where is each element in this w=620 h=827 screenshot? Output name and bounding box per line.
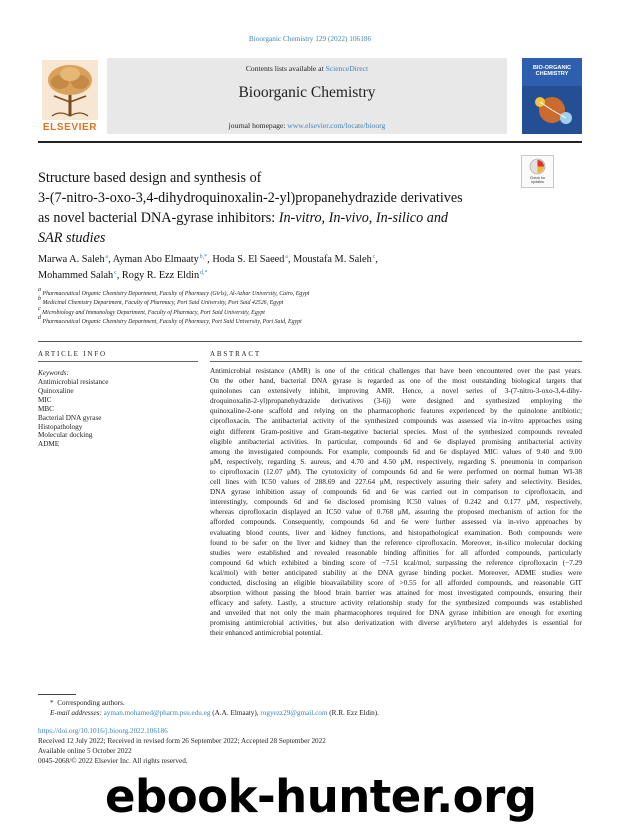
author-affiliation-mark[interactable]: a (105, 254, 109, 260)
elsevier-wordmark: ELSEVIER (42, 122, 98, 133)
affiliation-list (38, 287, 578, 328)
title-line-2: 3-(7-nitro-3-oxo-3,4-dihydroquinoxalin-2-yl)propanehydrazide derivatives (38, 190, 463, 206)
affiliation-text: Pharmaceutical Organic Chemistry Department, Faculty of Pharmacy, Port Said University, Port Said, Egypt (42, 319, 302, 326)
abstract-divider (210, 361, 582, 362)
cover-title: BIO-ORGANIC CHEMISTRY (532, 65, 572, 78)
title-line-3-text: as novel bacterial DNA-gyrase inhibitors: (38, 210, 279, 226)
keyword-item: ADME (38, 440, 60, 449)
header-divider (38, 141, 582, 143)
abstract-line: and unveiled that not only the main pharmacophores required for DNA gyrase inhibition are enough for exerting (210, 608, 582, 618)
abstract-line: absorption without passing the blood brain barrier was attained for most investigated compounds, ensuring their (210, 588, 582, 598)
abstract-line: kcal/mol) with better anticipated stability at the DNA gyrase binding pocket. Moreover, ADME studies were (210, 567, 582, 577)
author-separator: , (375, 254, 378, 265)
abstract-line: efficacy and safety. Lastly, a structure activity relationship study for the synthesized compounds was established (210, 598, 582, 608)
available-online-date: Available online 5 October 2022 (38, 747, 132, 755)
abstract-body (210, 366, 582, 639)
footnote-divider (38, 694, 76, 695)
affiliation-item (38, 287, 578, 299)
contents-prefix: Contents lists available at (245, 64, 326, 73)
abstract-line: On the other hand, bacterial DNA gyrase is regarded as one of the most outstanding biological targets that (210, 376, 582, 386)
abstract-line: among the investigated compounds. For example, compounds 6d and 6e displayed MIC values of 9.40 and 9.00 (210, 446, 582, 456)
email-link-2[interactable]: rogyezz29@gmail.com (260, 709, 328, 717)
keyword-list (38, 378, 108, 449)
abstract-line: evaluating blood counts, liver and kidney functions, and histopathological examination. Both compounds were (210, 527, 582, 537)
article-title (38, 168, 508, 248)
copyright-line: 0045-2068/© 2022 Elsevier Inc. All rights reserved. (38, 757, 188, 765)
title-line-4 (38, 228, 508, 248)
author-name[interactable]: Mohammed Salah (38, 270, 114, 281)
keyword-item: Antimicrobial resistance (38, 378, 109, 386)
keywords-label: Keywords: (38, 369, 69, 377)
email-owner-2: (R.R. Ezz Eldin). (327, 709, 379, 717)
author-affiliation-mark[interactable]: a (285, 254, 288, 260)
affiliation-mark: d (38, 315, 41, 322)
author-separator: , (116, 270, 122, 281)
affiliation-divider (38, 341, 582, 342)
author-name[interactable]: Hoda S. El Saeed (212, 254, 285, 265)
email-owner-1: (A.A. Elmaaty), (210, 709, 261, 717)
affiliation-text: Pharmaceutical Organic Chemistry Department, Faculty of Pharmacy (Girls), Al-Azhar University, Cairo, Egypt (42, 291, 310, 297)
corresponding-text: Corresponding authors. (57, 699, 125, 707)
affiliation-item (38, 315, 578, 327)
keyword-item: Bacterial DNA gyrase (38, 413, 102, 422)
keyword-item: Molecular docking (38, 431, 93, 440)
author-name[interactable]: Rogy R. Ezz Eldin (121, 270, 200, 281)
abstract-line: afforded compounds. Consequently, compounds 6d and 6e were further assessed via in-vivo approaches by (210, 517, 582, 527)
author-separator: , (287, 254, 294, 265)
affiliation-text: Medicinal Chemistry Department, Faculty of Pharmacy, Port Said University, Port Said 42526, Egypt (42, 300, 284, 307)
abstract-line: to ciprofloxacin (12.07 μM). The cytotoxicity of compounds 6d and 6e were performed on normal human WI-38 (210, 466, 582, 476)
asterisk-mark: * (50, 699, 54, 707)
check-updates-label: Check for updates (529, 176, 546, 185)
affiliation-mark: c (38, 305, 41, 312)
affiliation-item (38, 296, 578, 308)
author-list (38, 252, 508, 284)
sciencedirect-link[interactable]: ScienceDirect (325, 64, 369, 73)
title-line-1: Structure based design and synthesis of (38, 170, 262, 186)
abstract-line: Antimicrobial resistance (AMR) is one of the critical challenges that have been encountered over the past years. (210, 366, 582, 375)
keyword-item: Histopathology (38, 422, 83, 431)
corresponding-footnote (50, 699, 125, 707)
received-dates: Received 12 July 2022; Received in revised form 26 September 2022; Accepted 28 September 2022 (38, 737, 326, 745)
author-name[interactable]: Marwa A. Saleh (38, 254, 105, 265)
abstract-line: quinolones can extensively inhibit, improving AMR. Hence, a novel series of 3-(7-nitro-3-oxo-3,4-dihy- (210, 386, 582, 396)
email-label: E-mail addresses: (50, 709, 104, 717)
abstract-line: compound 6d which exhibited a binding score of −7.51 kcal/mol, surpassing the reference ciprofloxacin (−7.29 (210, 557, 582, 567)
keyword-item: Quinoxaline (38, 386, 74, 395)
abstract-line: eight different Gram-positive and Gram-negative bacterial species. Most of the synthesized compounds revealed (210, 426, 582, 436)
author-affiliation-mark[interactable]: d,* (200, 270, 208, 276)
abstract-line: eligible antibacterial activities. In particular, compounds 6d and 6e displayed promising antibacterial activity (210, 436, 582, 446)
abstract-line: cell lines with IC50 values of 288.69 and 227.64 μM, respectively assuring their safety and selectivity. Besides, (210, 477, 582, 487)
article-info-divider (38, 361, 198, 362)
affiliation-text: Microbiology and Immunology Department, Faculty of Pharmacy, Port Said University, Egypt (42, 309, 265, 316)
title-line-3 (38, 208, 508, 228)
abstract-line: conducted, disclosing an eligible bioavailability score of >0.55 for all afforded compounds, and reasonable GIT (210, 577, 582, 587)
journal-cover[interactable] (522, 58, 582, 134)
affiliation-mark: a (38, 287, 41, 293)
contents-line (107, 64, 507, 73)
abstract-line: their enhanced antimicrobial potential. (210, 628, 323, 638)
check-updates-icon (529, 158, 546, 175)
keyword-item: MBC (38, 404, 54, 413)
abstract-line: quinoxaline-2-one scaffold and relying on the pharmacophoric features experienced by the quinolone antibiotic; (210, 406, 582, 416)
homepage-prefix: journal homepage: (228, 121, 288, 130)
author-affiliation-mark[interactable]: c (372, 254, 376, 260)
abstract-line: found to be safer on the liver and kidney than the reference ciprofloxacin. Moreover, in-silico molecular docking (210, 537, 582, 547)
author-line-1 (38, 252, 508, 268)
author-separator: , (207, 254, 213, 265)
author-separator: , (108, 254, 113, 265)
abstract-line: studies were established and revealed reasonable binding affinities for all afforded compounds, particularly (210, 547, 582, 557)
check-for-updates-badge[interactable] (521, 155, 554, 188)
doi-link[interactable]: https://doi.org/10.1016/j.bioorg.2022.106186 (38, 727, 168, 735)
abstract-line: promising antimicrobial activities, but also derivatization with diverse aryl/hetero aryl aldehydes is essential for (210, 618, 582, 628)
keyword-item: MIC (38, 395, 52, 404)
journal-reference[interactable]: Bioorganic Chemistry 129 (2022) 106186 (248, 34, 372, 43)
author-name[interactable]: Ayman Abo Elmaaty (112, 254, 199, 265)
homepage-link[interactable]: www.elsevier.com/locate/bioorg (287, 121, 386, 130)
abstract-line: μM, respectively, regarding S. aureus, and 4.70 and 4.50 μM, respectively, regarding S. pneumonia in comparison (210, 456, 582, 466)
watermark-text: ebook-hunter.org (105, 770, 537, 823)
author-affiliation-mark[interactable]: c (114, 270, 117, 276)
abstract-line: DNA gyrase inhibition assay of compounds 6d and 6e was carried out in comparison to ciprofloxacin, and (210, 487, 582, 497)
author-line-2 (38, 268, 508, 284)
title-italic-part: In-vitro, In-vivo, In-silico and (278, 210, 449, 226)
abstract-line: interestingly, compounds 6d and 6e disclosed promising IC50 values of 0.242 and 0.177 μM, respectively, (210, 497, 582, 507)
homepage-line (107, 121, 507, 130)
affiliation-item (38, 305, 578, 318)
affiliation-mark: b (38, 296, 41, 303)
author-name[interactable]: Moustafa M. Saleh (293, 254, 372, 265)
journal-name: Bioorganic Chemistry (238, 84, 376, 101)
email-footnote (50, 709, 379, 717)
abstract-line: whereas ciprofloxacin displayed an IC50 value of 0.768 μM, assuring the proposed mechanism of action for the (210, 507, 582, 517)
title-line-4-text: SAR studies (38, 230, 106, 246)
abstract-heading: ABSTRACT (210, 350, 261, 358)
author-affiliation-mark[interactable]: b,* (199, 254, 208, 260)
article-info-heading: ARTICLE INFO (38, 350, 107, 358)
abstract-line: droquinoxalin-2-yl)propanehydrazide derivatives (3-6j) were designed and synthesized employing the (210, 396, 582, 406)
cover-molecule-art (522, 86, 582, 134)
email-link-1[interactable]: ayman.mohamed@pharm.psu.edu.eg (103, 709, 211, 717)
abstract-line: ciprofloxacin. The antibacterial activity of the synthesized compounds was assessed via in-vitro approaches using (210, 416, 582, 426)
